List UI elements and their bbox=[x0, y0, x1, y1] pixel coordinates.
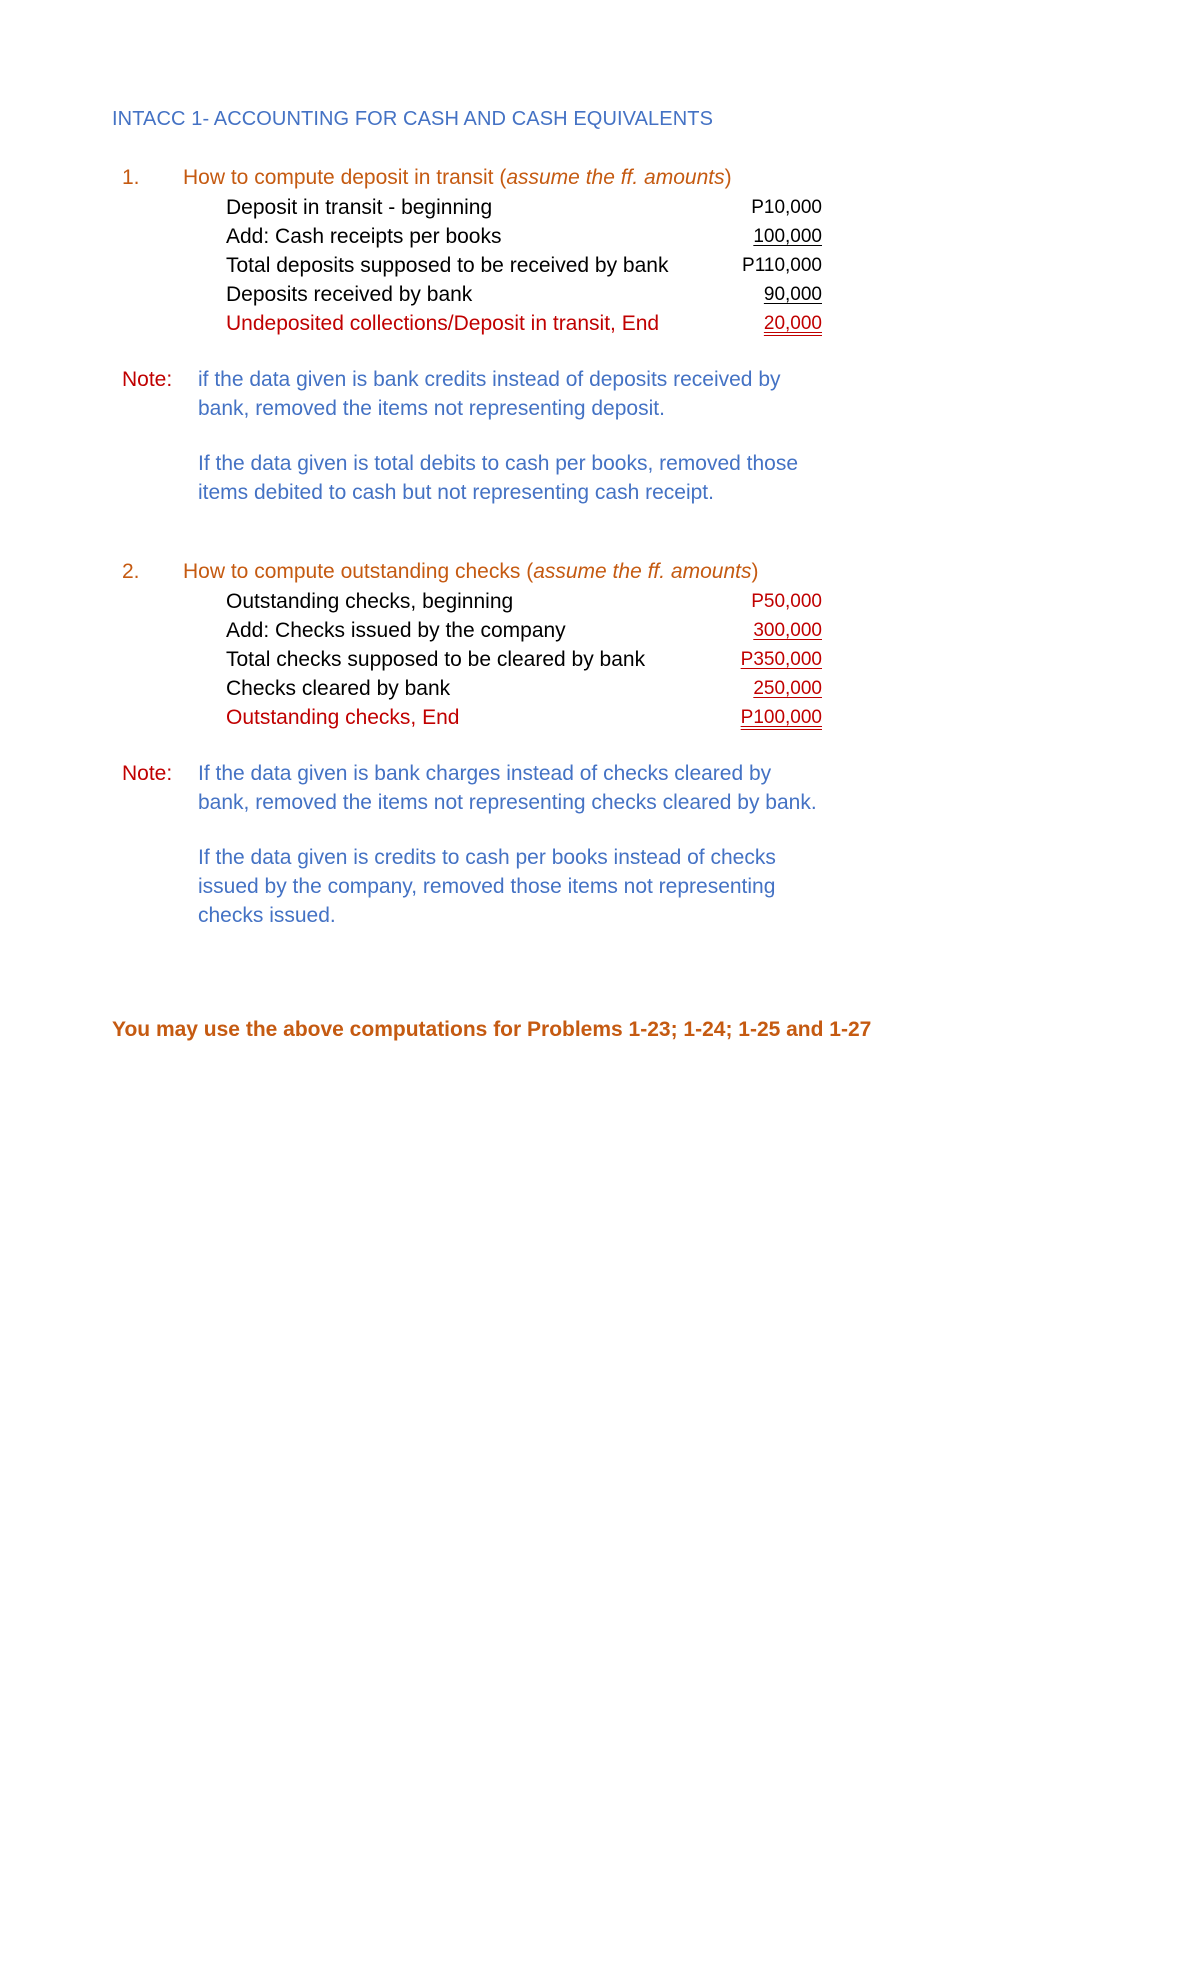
section2-number: 2. bbox=[122, 560, 140, 583]
row-label: Undeposited collections/Deposit in transit, End bbox=[226, 312, 660, 335]
row-amount: P100,000 bbox=[740, 707, 822, 728]
section2-note-label: Note: bbox=[122, 762, 173, 785]
row-label: Total deposits supposed to be received by bank bbox=[226, 254, 669, 277]
section2-heading-close: ) bbox=[751, 560, 759, 583]
note-paragraph: If the data given is credits to cash per books instead of checks issued by the company, removed those items not representing checks issued. bbox=[198, 846, 776, 927]
section2-heading-italic: assume the ff. amounts bbox=[533, 560, 752, 583]
table-row bbox=[226, 225, 822, 254]
table-row bbox=[226, 677, 822, 706]
section1-notes bbox=[198, 365, 818, 533]
row-amount: P110,000 bbox=[742, 255, 822, 276]
section2-computation bbox=[226, 590, 822, 735]
row-amount: P10,000 bbox=[751, 197, 822, 218]
table-row bbox=[226, 619, 822, 648]
section1-computation bbox=[226, 196, 822, 341]
row-label: Outstanding checks, End bbox=[226, 706, 460, 729]
footer-note: You may use the above computations for Problems 1-23; 1-24; 1-25 and 1-27 bbox=[112, 1018, 872, 1041]
row-amount: 90,000 bbox=[763, 284, 822, 305]
section2-heading-text: How to compute outstanding checks ( bbox=[183, 560, 534, 583]
row-label: Deposits received by bank bbox=[226, 283, 473, 306]
row-amount: 20,000 bbox=[763, 313, 822, 334]
section1-number: 1. bbox=[122, 166, 140, 189]
page-title: INTACC 1- ACCOUNTING FOR CASH AND CASH EQUIVALENTS bbox=[112, 108, 714, 130]
note-paragraph: If the data given is total debits to cash per books, removed those items debited to cash but not representing cash receipt. bbox=[198, 452, 799, 504]
section2-notes bbox=[198, 759, 818, 956]
table-row bbox=[226, 283, 822, 312]
table-row-total bbox=[226, 312, 822, 341]
note-paragraph: if the data given is bank credits instead of deposits received by bank, removed the items not representing deposit. bbox=[198, 368, 781, 420]
row-amount: 250,000 bbox=[753, 678, 822, 699]
section1-heading bbox=[122, 166, 732, 190]
table-row bbox=[226, 254, 822, 283]
row-label: Outstanding checks, beginning bbox=[226, 590, 514, 613]
row-label: Checks cleared by bank bbox=[226, 677, 451, 700]
section1-heading-text: How to compute deposit in transit ( bbox=[183, 166, 507, 189]
section2-heading bbox=[122, 560, 758, 584]
table-row bbox=[226, 590, 822, 619]
section1-heading-close: ) bbox=[724, 166, 732, 189]
row-label: Add: Cash receipts per books bbox=[226, 225, 502, 248]
row-label: Deposit in transit - beginning bbox=[226, 196, 493, 219]
row-label: Add: Checks issued by the company bbox=[226, 619, 566, 642]
row-amount: 100,000 bbox=[753, 226, 822, 247]
table-row bbox=[226, 648, 822, 677]
section1-note-label: Note: bbox=[122, 368, 173, 391]
row-label: Total checks supposed to be cleared by bank bbox=[226, 648, 646, 671]
note-paragraph: If the data given is bank charges instead of checks cleared by bank, removed the items not representing checks cleared by bank. bbox=[198, 762, 817, 814]
table-row bbox=[226, 196, 822, 225]
section1-heading-italic: assume the ff. amounts bbox=[506, 166, 725, 189]
row-amount: P50,000 bbox=[751, 591, 822, 612]
row-amount: P350,000 bbox=[740, 649, 822, 670]
table-row-total bbox=[226, 706, 822, 735]
row-amount: 300,000 bbox=[753, 620, 822, 641]
